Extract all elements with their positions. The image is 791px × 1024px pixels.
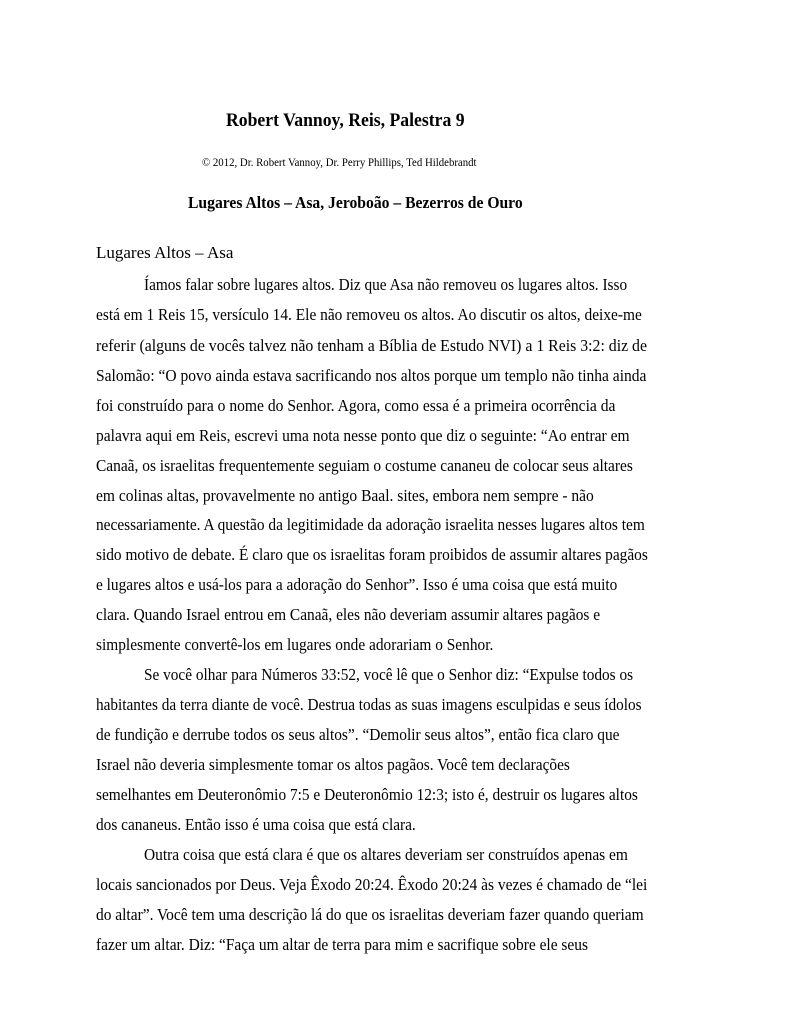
body-line: habitantes da terra diante de você. Destrua todas as suas imagens esculpidas e seus ídolos: [96, 695, 642, 714]
section-heading: Lugares Altos – Asa: [96, 243, 234, 262]
body-line: em colinas altas, provavelmente no antigo Baal. sites, embora nem sempre - não: [96, 486, 594, 505]
body-line: foi construído para o nome do Senhor. Agora, como essa é a primeira ocorrência da: [96, 396, 616, 415]
body-line: fazer um altar. Diz: “Faça um altar de terra para mim e sacrifique sobre ele seus: [96, 935, 589, 954]
body-line: do altar”. Você tem uma descrição lá do que os israelitas deveriam fazer quando queriam: [96, 905, 644, 924]
body-line: clara. Quando Israel entrou em Canaã, eles não deveriam assumir altares pagãos e: [96, 605, 601, 624]
body-line: simplesmente convertê-los em lugares onde adorariam o Senhor.: [96, 635, 494, 654]
body-line: palavra aqui em Reis, escrevi uma nota nesse ponto que diz o seguinte: “Ao entrar em: [96, 426, 630, 445]
body-line: de fundição e derrube todos os seus altos”. “Demolir seus altos”, então fica claro que: [96, 725, 620, 744]
body-line: Íamos falar sobre lugares altos. Diz que Asa não removeu os lugares altos. Isso: [144, 275, 628, 294]
body-line: dos cananeus. Então isso é uma coisa que está clara.: [96, 815, 416, 834]
body-line: Outra coisa que está clara é que os altares deveriam ser construídos apenas em: [144, 845, 628, 864]
body-line: sido motivo de debate. É claro que os israelitas foram proibidos de assumir altares pagãos: [96, 545, 648, 564]
body-line: referir (alguns de vocês talvez não tenham a Bíblia de Estudo NVI) a 1 Reis 3:2: diz de: [96, 336, 647, 355]
body-line: Salomão: “O povo ainda estava sacrificando nos altos porque um templo não tinha ainda: [96, 366, 647, 385]
body-line: está em 1 Reis 15, versículo 14. Ele não removeu os altos. Ao discutir os altos, deixe-me: [96, 305, 642, 324]
document-title: Robert Vannoy, Reis, Palestra 9: [226, 110, 465, 131]
body-line: e lugares altos e usá-los para a adoração do Senhor”. Isso é uma coisa que está muito: [96, 575, 618, 594]
body-line: necessariamente. A questão da legitimidade da adoração israelita nesses lugares altos tem: [96, 515, 645, 534]
document-subtitle: Lugares Altos – Asa, Jeroboão – Bezerros de Ouro: [188, 193, 523, 212]
body-line: Se você olhar para Números 33:52, você lê que o Senhor diz: “Expulse todos os: [144, 665, 634, 684]
copyright-line: © 2012, Dr. Robert Vannoy, Dr. Perry Phillips, Ted Hildebrandt: [202, 155, 477, 169]
body-line: locais sancionados por Deus. Veja Êxodo 20:24. Êxodo 20:24 às vezes é chamado de “lei: [96, 875, 648, 894]
body-line: semelhantes em Deuteronômio 7:5 e Deuteronômio 12:3; isto é, destruir os lugares altos: [96, 785, 638, 804]
body-line: Canaã, os israelitas frequentemente seguiam o costume cananeu de colocar seus altares: [96, 456, 633, 475]
body-line: Israel não deveria simplesmente tomar os altos pagãos. Você tem declarações: [96, 755, 570, 774]
